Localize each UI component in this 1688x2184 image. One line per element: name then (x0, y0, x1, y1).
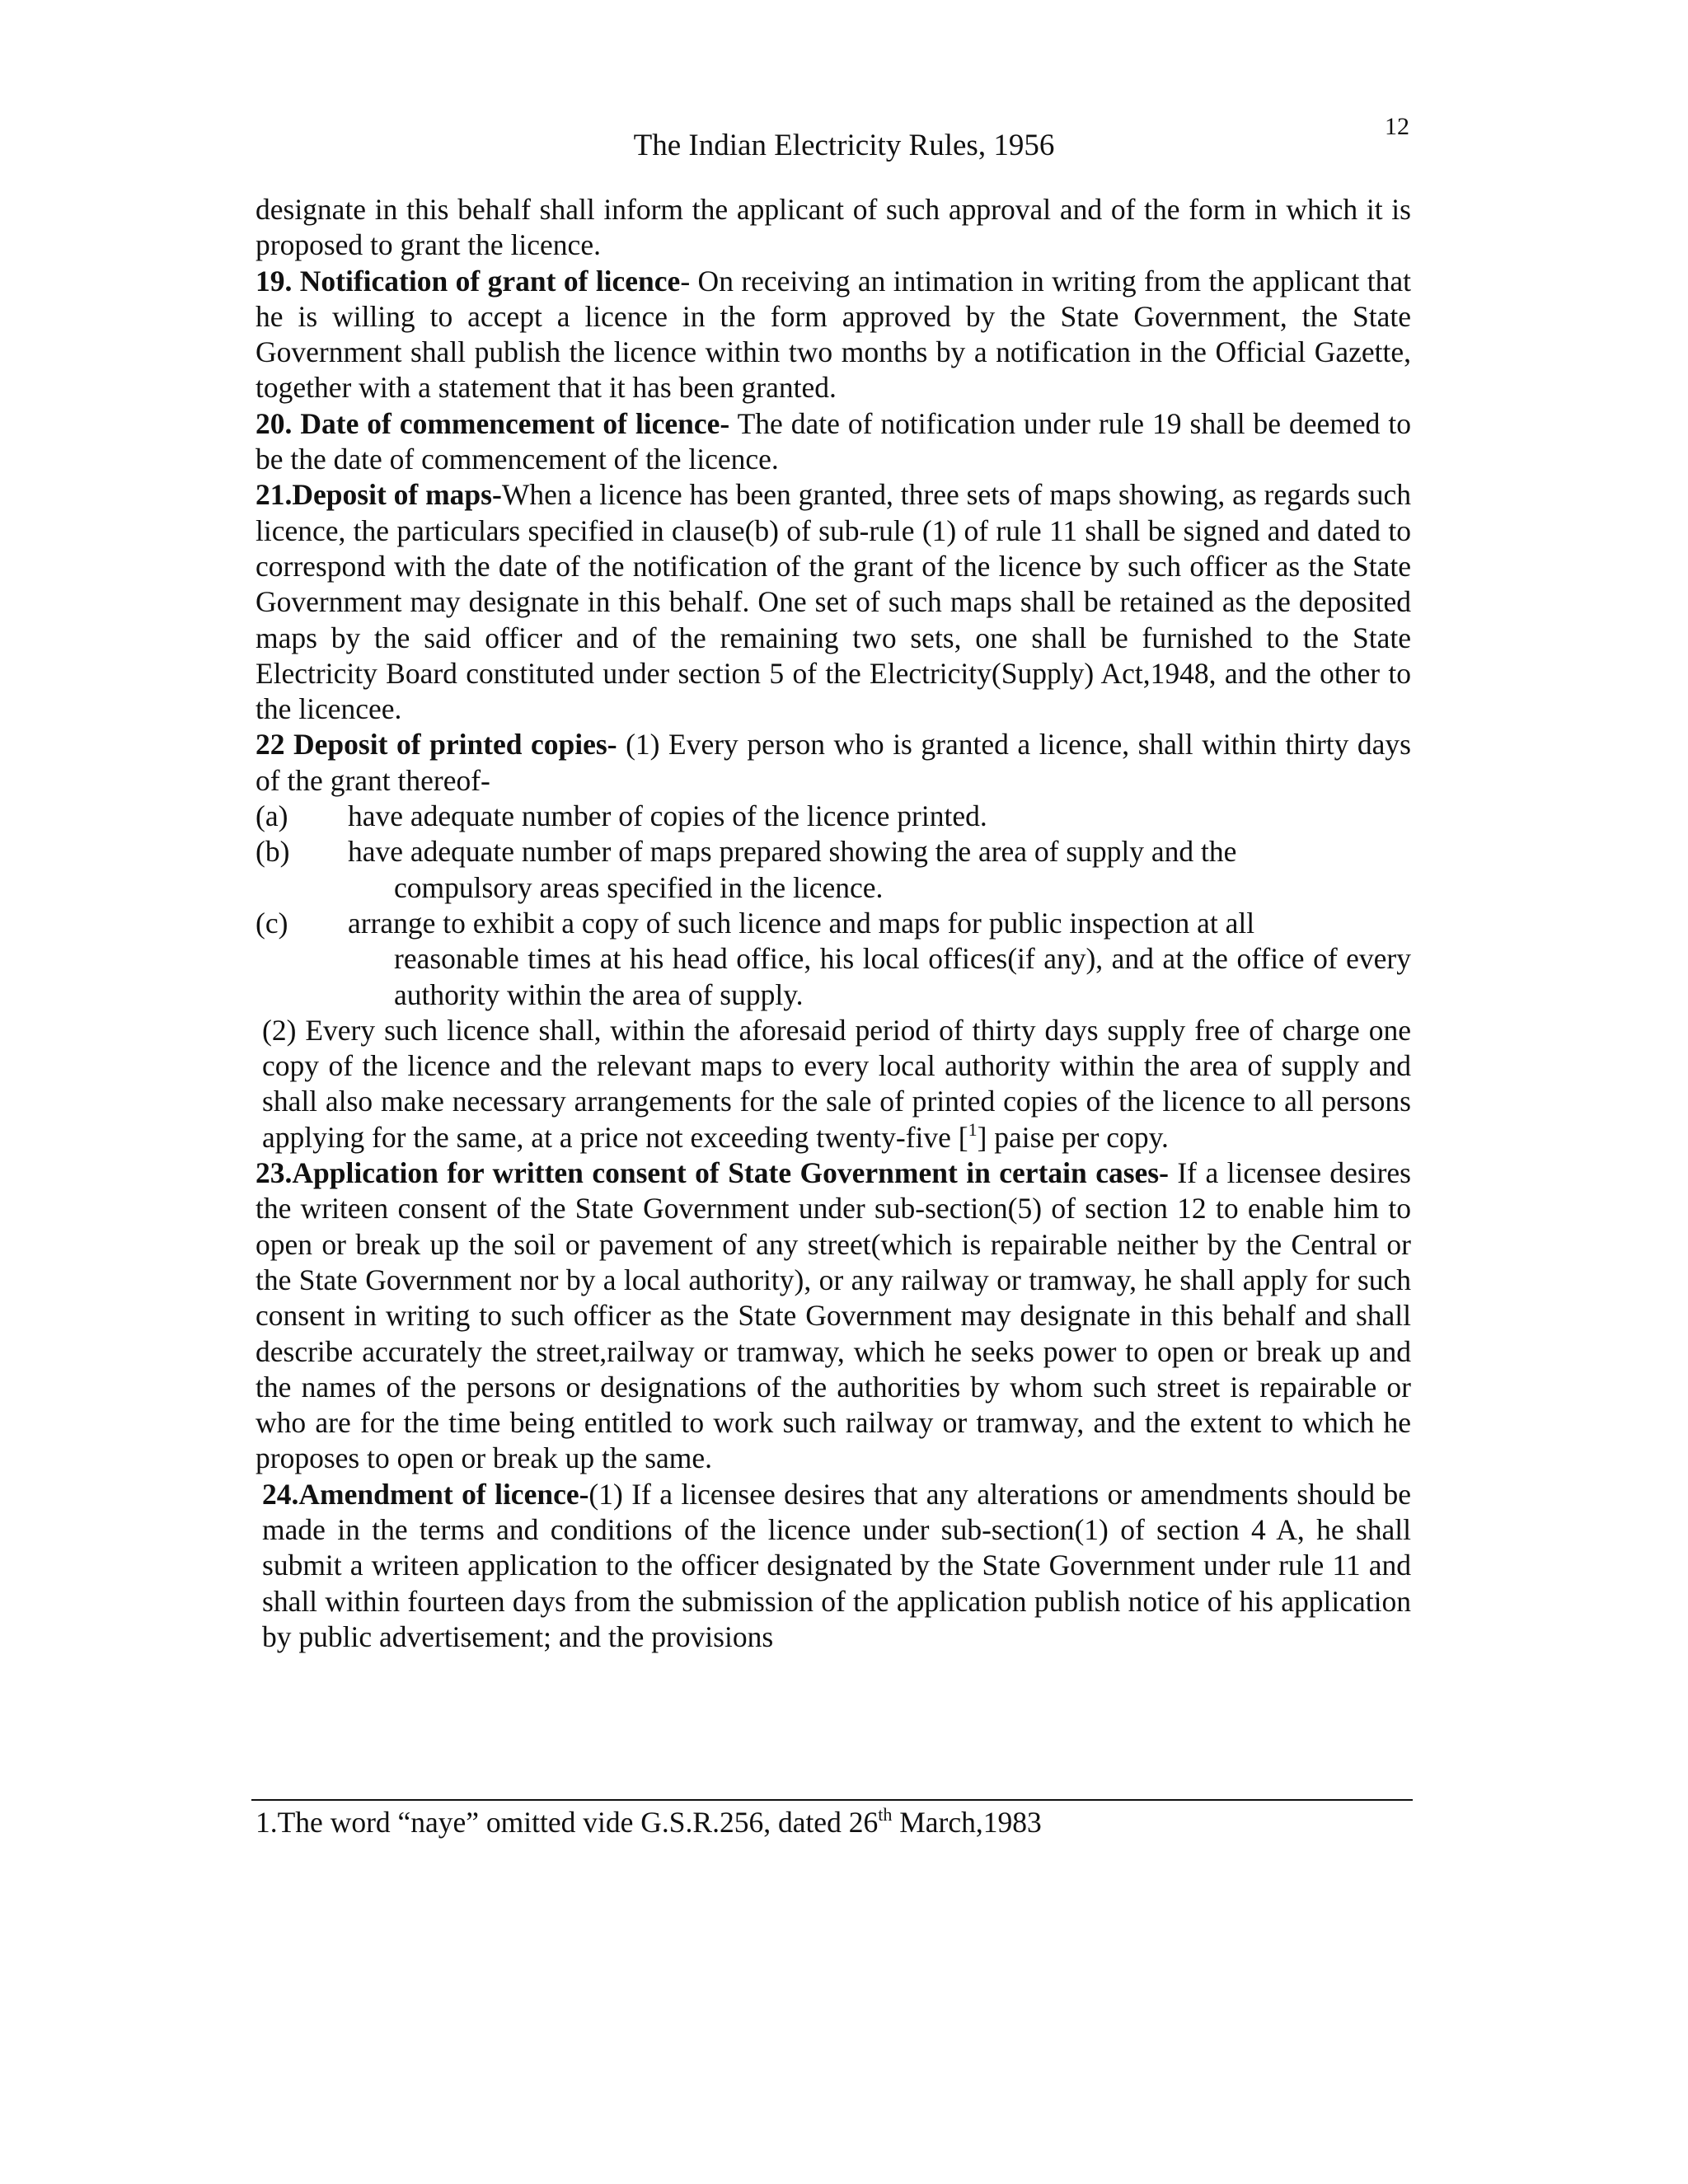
list-item-text: have adequate number of copies of the licence printed. (348, 799, 987, 833)
rule-19-text: - On receiving an intimation in writing from the applicant that he is willing to accept a licence in the form approved by the State Government, the State Government shall publish the licence within two months by a notification in the Official Gazette, together with a statement that it has been granted. (256, 264, 1411, 405)
rule-23-heading: 23.Application for written consent of State Government in certain cases- (256, 1156, 1169, 1190)
rule-20 (256, 406, 1411, 478)
rule-21 (256, 477, 1411, 727)
body-text (256, 192, 1411, 1655)
rule-22-sub-2-text: (2) Every such licence shall, within the aforesaid period of thirty days supply free of charge one copy of the licence and the relevant maps to every local authority within the area of supply and shall also make necessary arrangements for the sale of printed copies of the licence to all persons applying for the same, at a price not exceeding twenty-five [ (262, 1013, 1411, 1154)
rule-24-heading: 24.Amendment of licence- (262, 1477, 589, 1511)
continued-paragraph: designate in this behalf shall inform the applicant of such approval and of the form in which it is proposed to grant the licence. (256, 193, 1411, 262)
list-item-label: (a) (256, 799, 288, 833)
list-item-b (256, 834, 1411, 906)
footnote-text-end: March,1983 (892, 1806, 1042, 1839)
rule-22-sub-2 (256, 1013, 1411, 1155)
list-item-text: have adequate number of maps prepared showing the area of supply and the (348, 835, 1237, 869)
rule-20-heading: 20. Date of commencement of licence- (256, 406, 730, 440)
rule-22-heading: 22 Deposit of printed copies- (256, 728, 617, 762)
rule-20-text: The date of notification under rule 19 shall be deemed to be the date of commencement of the licence. (256, 406, 1412, 476)
rule-22 (256, 727, 1411, 799)
list-item-label: (b) (256, 835, 290, 869)
page-number: 12 (1385, 113, 1409, 140)
running-title: The Indian Electricity Rules, 1956 (633, 129, 1055, 162)
footnote-text: 1.The word “naye” omitted vide G.S.R.256, dated 26 (256, 1806, 879, 1839)
rule-24 (256, 1477, 1411, 1655)
rule-22-text: (1) Every person who is granted a licence, shall within thirty days of the grant thereof- (256, 728, 1411, 797)
rule-19-heading: 19. Notification of grant of licence (256, 264, 681, 298)
footnote (256, 1805, 1042, 1840)
list-item-text: arrange to exhibit a copy of such licence and maps for public inspection at all (348, 906, 1255, 940)
footnote-ordinal: th (878, 1804, 893, 1825)
rule-19 (256, 264, 1411, 406)
list-item-c (256, 906, 1411, 1013)
rule-23 (256, 1155, 1411, 1477)
list-item-label: (c) (256, 906, 288, 940)
list-item-continuation: reasonable times at his head office, his local offices(if any), and at the office of every authority within the area of supply. (394, 942, 1411, 1011)
footnote-divider (251, 1799, 1413, 1801)
rule-24-text: (1) If a licensee desires that any alterations or amendments should be made in the terms and conditions of the licence under sub-section(1) of section 4 A, he shall submit a writeen application to the officer designated by the State Government under rule 11 and shall within fourteen days from the submission of the application publish notice of his application by public advertisement; and the provisions (262, 1477, 1411, 1653)
rule-21-text: When a licence has been granted, three sets of maps showing, as regards such licence, the particulars specified in clause(b) of sub-rule (1) of rule 11 shall be signed and dated to correspond with the date of the notification of the grant of the licence by such officer as the State Government may designate in this behalf. One set of such maps shall be retained as the deposited maps by the said officer and of the remaining two sets, one shall be furnished to the State Electricity Board constituted under section 5 of the Electricity(Supply) Act,1948, and the other to the licencee. (256, 478, 1411, 726)
footnote-reference: 1 (968, 1118, 978, 1140)
list-item-a (256, 799, 1411, 834)
rule-21-heading: 21.Deposit of maps- (256, 478, 502, 512)
rule-23-text: If a licensee desires the writeen consent of the State Government under sub-section(5) of section 12 to enable him to open or break up the soil or pavement of any street(which is repairable neither by the Central or the State Government nor by a local authority), or any railway or tramway, he shall apply for such consent in writing to such officer as the State Government may designate in this behalf and shall describe accurately the street,railway or tramway, which he seeks power to open or break up and the names of the persons or designations of the authorities by whom such street is repairable or who are for the time being entitled to work such railway or tramway, and the extent to which he proposes to open or break up the same. (256, 1156, 1411, 1475)
rule-22-sub-2-end: ] paise per copy. (977, 1120, 1169, 1154)
list-item-continuation: compulsory areas specified in the licence. (394, 870, 884, 904)
